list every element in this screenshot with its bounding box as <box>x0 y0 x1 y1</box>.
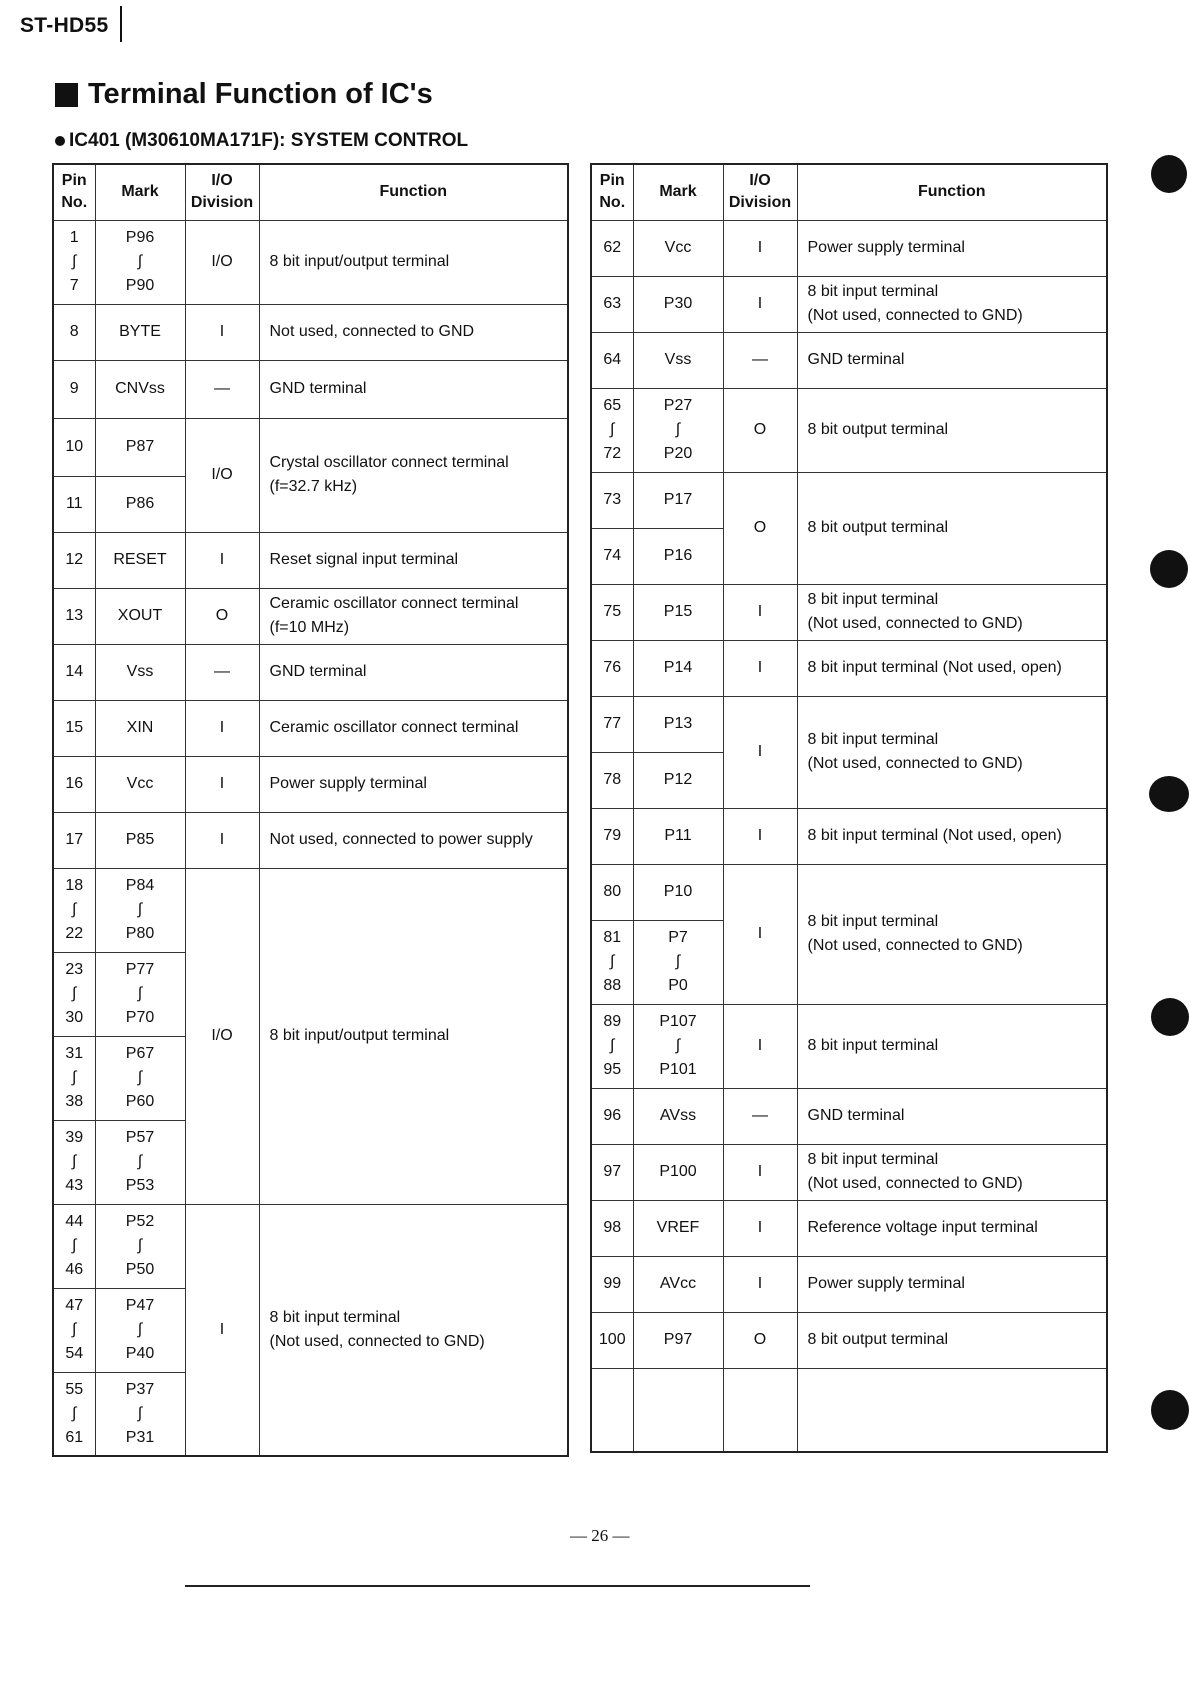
table-row <box>53 360 568 418</box>
io-division: I <box>185 532 259 588</box>
pin-mark <box>633 1368 723 1452</box>
function-line: 8 bit output terminal <box>807 421 949 438</box>
header-divider <box>120 6 122 42</box>
function-description <box>797 1088 1107 1144</box>
function-line: (Not used, connected to GND) <box>807 307 1023 324</box>
io-division: I <box>185 304 259 360</box>
mark-end: P0 <box>668 977 688 994</box>
pin-number <box>53 1372 95 1456</box>
function-line: (Not used, connected to GND) <box>807 937 1023 954</box>
pin-mark <box>95 868 185 952</box>
pin-mark: P14 <box>633 640 723 696</box>
range-tilde-icon: ∫ <box>137 253 143 270</box>
pin-number: 63 <box>591 276 633 332</box>
range-tilde-icon: ∫ <box>610 421 615 438</box>
function-line: Ceramic oscillator connect terminal <box>269 719 519 736</box>
pin-mark: Vcc <box>95 756 185 812</box>
pin-mark: P87 <box>95 418 185 476</box>
pin-mark <box>633 920 723 1004</box>
pin-mark: P12 <box>633 752 723 808</box>
io-division: I <box>185 700 259 756</box>
table-row <box>591 220 1107 276</box>
pin-number: 13 <box>53 588 95 644</box>
table-row <box>591 1200 1107 1256</box>
range-tilde-icon: ∫ <box>72 1069 77 1086</box>
range-tilde-icon: ∫ <box>675 953 681 970</box>
pin-number <box>53 220 95 304</box>
range-tilde-icon: ∫ <box>72 1404 77 1422</box>
pin-mark: Vss <box>95 644 185 700</box>
pin-number: 11 <box>53 476 95 532</box>
pin-number <box>53 1120 95 1204</box>
pin-mark: VREF <box>633 1200 723 1256</box>
function-line: Not used, connected to power supply <box>269 831 533 848</box>
function-description <box>797 1256 1107 1312</box>
table-row <box>53 588 568 644</box>
function-line: 8 bit input/output terminal <box>269 1027 450 1044</box>
io-division: I <box>185 812 259 868</box>
table-row <box>53 644 568 700</box>
range-tilde-icon: ∫ <box>675 1037 681 1054</box>
pin-mark <box>95 1036 185 1120</box>
function-description <box>259 756 568 812</box>
pin-start: 18 <box>65 877 84 894</box>
table-row <box>591 808 1107 864</box>
io-division: I <box>723 584 797 640</box>
mark-start: P47 <box>125 1297 155 1314</box>
mark-start: P37 <box>125 1380 155 1398</box>
pin-mark: P100 <box>633 1144 723 1200</box>
pin-mark: P13 <box>633 696 723 752</box>
pin-mark: Vss <box>633 332 723 388</box>
io-division: O <box>185 588 259 644</box>
function-description <box>259 1204 568 1456</box>
mark-end: P80 <box>125 925 155 942</box>
range-tilde-icon: ∫ <box>137 901 143 918</box>
round-bullet-icon <box>55 136 65 146</box>
pin-number <box>591 388 633 472</box>
pin-mark: P11 <box>633 808 723 864</box>
pin-end: 72 <box>603 445 622 462</box>
table-row <box>591 864 1107 920</box>
io-division: — <box>185 644 259 700</box>
table-row <box>53 418 568 476</box>
pin-number: 12 <box>53 532 95 588</box>
pin-number <box>53 1036 95 1120</box>
pin-number: 96 <box>591 1088 633 1144</box>
binder-hole-icon <box>1150 550 1188 588</box>
pin-number: 64 <box>591 332 633 388</box>
function-description <box>259 868 568 1204</box>
pin-number <box>591 1368 633 1452</box>
function-line: (f=32.7 kHz) <box>269 478 358 495</box>
io-division: — <box>723 332 797 388</box>
pin-mark: P10 <box>633 864 723 920</box>
function-line: 8 bit input terminal <box>807 913 939 930</box>
io-division: O <box>723 1312 797 1368</box>
range-tilde-icon: ∫ <box>72 901 77 918</box>
pin-mark: P16 <box>633 528 723 584</box>
function-line: GND terminal <box>269 380 367 397</box>
range-tilde-icon: ∫ <box>675 421 681 438</box>
function-line: 8 bit input/output terminal <box>269 253 450 270</box>
table-row <box>591 332 1107 388</box>
pin-number: 76 <box>591 640 633 696</box>
pin-mark <box>95 952 185 1036</box>
mark-end: P70 <box>125 1009 155 1026</box>
col-header-pin: Pin No. <box>591 164 633 220</box>
function-description <box>797 1368 1107 1452</box>
mark-start: P52 <box>125 1213 155 1230</box>
pin-mark: Vcc <box>633 220 723 276</box>
io-division: I <box>723 220 797 276</box>
pin-number: 98 <box>591 1200 633 1256</box>
range-tilde-icon: ∫ <box>137 1321 143 1338</box>
mark-start: P7 <box>668 929 688 946</box>
pin-start: 55 <box>65 1380 84 1398</box>
table-row <box>591 1088 1107 1144</box>
mark-end: P53 <box>125 1177 155 1194</box>
binder-hole-icon <box>1149 776 1189 812</box>
col-header-mark: Mark <box>95 164 185 220</box>
function-line: Reset signal input terminal <box>269 551 459 568</box>
function-description <box>259 812 568 868</box>
pin-mark: RESET <box>95 532 185 588</box>
pin-table-right <box>590 163 1108 1453</box>
model-number: ST-HD55 <box>20 14 109 37</box>
function-description <box>797 332 1107 388</box>
pin-mark: XOUT <box>95 588 185 644</box>
pin-number <box>53 1204 95 1288</box>
function-line: Power supply terminal <box>807 239 965 256</box>
function-line: Not used, connected to GND <box>269 323 475 340</box>
col-header-mark: Mark <box>633 164 723 220</box>
io-division: I <box>723 276 797 332</box>
table-row <box>591 276 1107 332</box>
pin-mark: P15 <box>633 584 723 640</box>
function-line: 8 bit input terminal <box>807 1037 939 1054</box>
mark-end: P90 <box>125 277 155 294</box>
col-header-function: Function <box>797 164 1107 220</box>
pin-number: 8 <box>53 304 95 360</box>
pin-number: 16 <box>53 756 95 812</box>
io-division: I <box>723 696 797 808</box>
function-description <box>797 808 1107 864</box>
page-number: — 26 — <box>570 1526 630 1545</box>
function-description <box>259 360 568 418</box>
io-division: I <box>723 808 797 864</box>
io-division: I/O <box>185 418 259 532</box>
table-row <box>53 1204 568 1288</box>
io-division: I <box>185 1204 259 1456</box>
function-line: 8 bit output terminal <box>807 1331 949 1348</box>
pin-table-left <box>52 163 569 1457</box>
pin-start: 31 <box>65 1045 84 1062</box>
function-description <box>797 1004 1107 1088</box>
io-division: O <box>723 388 797 472</box>
binder-hole-icon <box>1151 1390 1189 1430</box>
pin-number: 80 <box>591 864 633 920</box>
pin-start: 1 <box>69 229 79 246</box>
pin-start: 65 <box>603 397 622 414</box>
mark-start: P27 <box>663 397 693 414</box>
pin-mark <box>95 1204 185 1288</box>
pin-mark <box>633 388 723 472</box>
pin-start: 39 <box>65 1129 84 1146</box>
function-description <box>797 220 1107 276</box>
table-row <box>591 640 1107 696</box>
table-row <box>591 584 1107 640</box>
pin-mark: AVcc <box>633 1256 723 1312</box>
function-line: 8 bit input terminal <box>807 283 939 300</box>
range-tilde-icon: ∫ <box>137 1404 143 1422</box>
pin-mark <box>95 1120 185 1204</box>
io-division: I <box>185 756 259 812</box>
function-line: Power supply terminal <box>269 775 427 792</box>
col-header-io: I/O Division <box>723 164 797 220</box>
pin-mark <box>633 1004 723 1088</box>
table-row <box>591 1368 1107 1452</box>
range-tilde-icon: ∫ <box>72 985 77 1002</box>
io-division: I <box>723 1200 797 1256</box>
binder-hole-icon <box>1151 155 1187 193</box>
pin-mark: P85 <box>95 812 185 868</box>
function-description <box>797 1312 1107 1368</box>
range-tilde-icon: ∫ <box>72 253 77 270</box>
function-line: Power supply terminal <box>807 1275 965 1292</box>
pin-end: 7 <box>69 277 79 294</box>
pin-mark <box>95 1372 185 1456</box>
function-description <box>259 588 568 644</box>
pin-number: 62 <box>591 220 633 276</box>
mark-end: P31 <box>125 1428 155 1446</box>
io-division <box>723 1368 797 1452</box>
function-description <box>797 276 1107 332</box>
range-tilde-icon: ∫ <box>72 1321 77 1338</box>
range-tilde-icon: ∫ <box>610 953 615 970</box>
mark-start: P67 <box>125 1045 155 1062</box>
function-line: (Not used, connected to GND) <box>807 755 1023 772</box>
function-line: Reference voltage input terminal <box>807 1219 1038 1236</box>
function-description <box>259 532 568 588</box>
function-line: Ceramic oscillator connect terminal <box>269 595 519 612</box>
bottom-divider <box>185 1585 810 1587</box>
pin-end: 22 <box>65 925 84 942</box>
function-description <box>797 696 1107 808</box>
range-tilde-icon: ∫ <box>610 1037 615 1054</box>
function-line: GND terminal <box>269 663 367 680</box>
pin-end: 30 <box>65 1009 84 1026</box>
function-line: 8 bit input terminal <box>807 731 939 748</box>
io-division: — <box>185 360 259 418</box>
range-tilde-icon: ∫ <box>72 1237 77 1254</box>
range-tilde-icon: ∫ <box>137 1153 143 1170</box>
table-row <box>53 532 568 588</box>
table-row <box>591 472 1107 528</box>
binder-hole-icon <box>1151 998 1189 1036</box>
pin-mark: P97 <box>633 1312 723 1368</box>
mark-start: P84 <box>125 877 155 894</box>
pin-number: 14 <box>53 644 95 700</box>
col-header-io: I/O Division <box>185 164 259 220</box>
pin-number: 17 <box>53 812 95 868</box>
io-division: I <box>723 1144 797 1200</box>
mark-end: P40 <box>125 1345 155 1362</box>
function-description <box>259 304 568 360</box>
pin-number: 10 <box>53 418 95 476</box>
function-line: (Not used, connected to GND) <box>269 1332 485 1350</box>
pin-number: 74 <box>591 528 633 584</box>
function-line: 8 bit output terminal <box>807 519 949 536</box>
mark-start: P96 <box>125 229 155 246</box>
function-line: 8 bit input terminal <box>807 591 939 608</box>
table-row <box>591 1256 1107 1312</box>
pin-number: 9 <box>53 360 95 418</box>
section-title-text: Terminal Function of IC's <box>88 78 433 110</box>
pin-mark: BYTE <box>95 304 185 360</box>
mark-end: P20 <box>663 445 693 462</box>
io-division: I <box>723 1256 797 1312</box>
table-row <box>591 1004 1107 1088</box>
range-tilde-icon: ∫ <box>137 1069 143 1086</box>
function-line: Crystal oscillator connect terminal <box>269 454 509 471</box>
pin-end: 88 <box>603 977 622 994</box>
function-line: GND terminal <box>807 1107 905 1124</box>
table-row <box>591 388 1107 472</box>
pin-number: 79 <box>591 808 633 864</box>
function-description <box>797 584 1107 640</box>
pin-mark <box>95 1288 185 1372</box>
pin-end: 46 <box>65 1261 84 1278</box>
pin-number: 15 <box>53 700 95 756</box>
pin-mark: P30 <box>633 276 723 332</box>
table-row <box>53 756 568 812</box>
pin-number <box>53 1288 95 1372</box>
function-description <box>797 1144 1107 1200</box>
range-tilde-icon: ∫ <box>137 985 143 1002</box>
pin-number: 73 <box>591 472 633 528</box>
pin-number: 75 <box>591 584 633 640</box>
pin-start: 81 <box>603 929 622 946</box>
function-line: GND terminal <box>807 351 905 368</box>
table-row <box>53 220 568 304</box>
pin-start: 44 <box>65 1213 84 1230</box>
function-description <box>259 220 568 304</box>
pin-number <box>53 868 95 952</box>
table-row <box>53 868 568 952</box>
square-bullet-icon <box>55 83 78 107</box>
pin-number: 97 <box>591 1144 633 1200</box>
function-description <box>797 640 1107 696</box>
mark-start: P57 <box>125 1129 155 1146</box>
pin-mark: CNVss <box>95 360 185 418</box>
mark-end: P60 <box>125 1093 155 1110</box>
function-description <box>259 700 568 756</box>
table-row <box>591 696 1107 752</box>
pin-end: 43 <box>65 1177 84 1194</box>
function-description <box>797 388 1107 472</box>
pin-mark: XIN <box>95 700 185 756</box>
mark-start: P107 <box>659 1013 697 1030</box>
pin-start: 47 <box>65 1297 84 1314</box>
pin-end: 95 <box>603 1061 622 1078</box>
ic-title-text: IC401 (M30610MA171F): SYSTEM CONTROL <box>69 130 469 151</box>
table-row <box>53 812 568 868</box>
io-division: — <box>723 1088 797 1144</box>
pin-mark: AVss <box>633 1088 723 1144</box>
pin-mark: P17 <box>633 472 723 528</box>
pin-number <box>591 1004 633 1088</box>
pin-start: 23 <box>65 961 84 978</box>
col-header-pin: Pin No. <box>53 164 95 220</box>
function-line: 8 bit input terminal (Not used, open) <box>807 827 1062 844</box>
function-line: (Not used, connected to GND) <box>807 1175 1023 1192</box>
pin-number: 78 <box>591 752 633 808</box>
pin-end: 38 <box>65 1093 84 1110</box>
pin-number <box>591 920 633 1004</box>
io-division: I <box>723 640 797 696</box>
pin-end: 54 <box>65 1345 84 1362</box>
function-line: (f=10 MHz) <box>269 619 350 636</box>
function-line: 8 bit input terminal (Not used, open) <box>807 659 1062 676</box>
range-tilde-icon: ∫ <box>137 1237 143 1254</box>
io-division: I/O <box>185 868 259 1204</box>
pin-start: 89 <box>603 1013 622 1030</box>
function-line: 8 bit input terminal <box>269 1308 401 1326</box>
pin-number: 99 <box>591 1256 633 1312</box>
io-division: I <box>723 1004 797 1088</box>
pin-mark: P86 <box>95 476 185 532</box>
mark-end: P101 <box>659 1061 697 1078</box>
function-line: (Not used, connected to GND) <box>807 615 1023 632</box>
function-description <box>259 644 568 700</box>
table-row <box>53 700 568 756</box>
mark-end: P50 <box>125 1261 155 1278</box>
section-title <box>55 78 433 111</box>
pin-mark <box>95 220 185 304</box>
pin-number: 77 <box>591 696 633 752</box>
function-description <box>797 1200 1107 1256</box>
function-description <box>797 472 1107 584</box>
table-row <box>591 1312 1107 1368</box>
function-description <box>797 864 1107 1004</box>
pin-end: 61 <box>65 1428 84 1446</box>
table-row <box>53 304 568 360</box>
pin-number: 100 <box>591 1312 633 1368</box>
io-division: I/O <box>185 220 259 304</box>
io-division: O <box>723 472 797 584</box>
col-header-function: Function <box>259 164 568 220</box>
table-row <box>591 1144 1107 1200</box>
function-line: 8 bit input terminal <box>807 1151 939 1168</box>
pin-number <box>53 952 95 1036</box>
function-description <box>259 418 568 532</box>
ic-title <box>55 130 468 152</box>
mark-start: P77 <box>125 961 155 978</box>
range-tilde-icon: ∫ <box>72 1153 77 1170</box>
io-division: I <box>723 864 797 1004</box>
